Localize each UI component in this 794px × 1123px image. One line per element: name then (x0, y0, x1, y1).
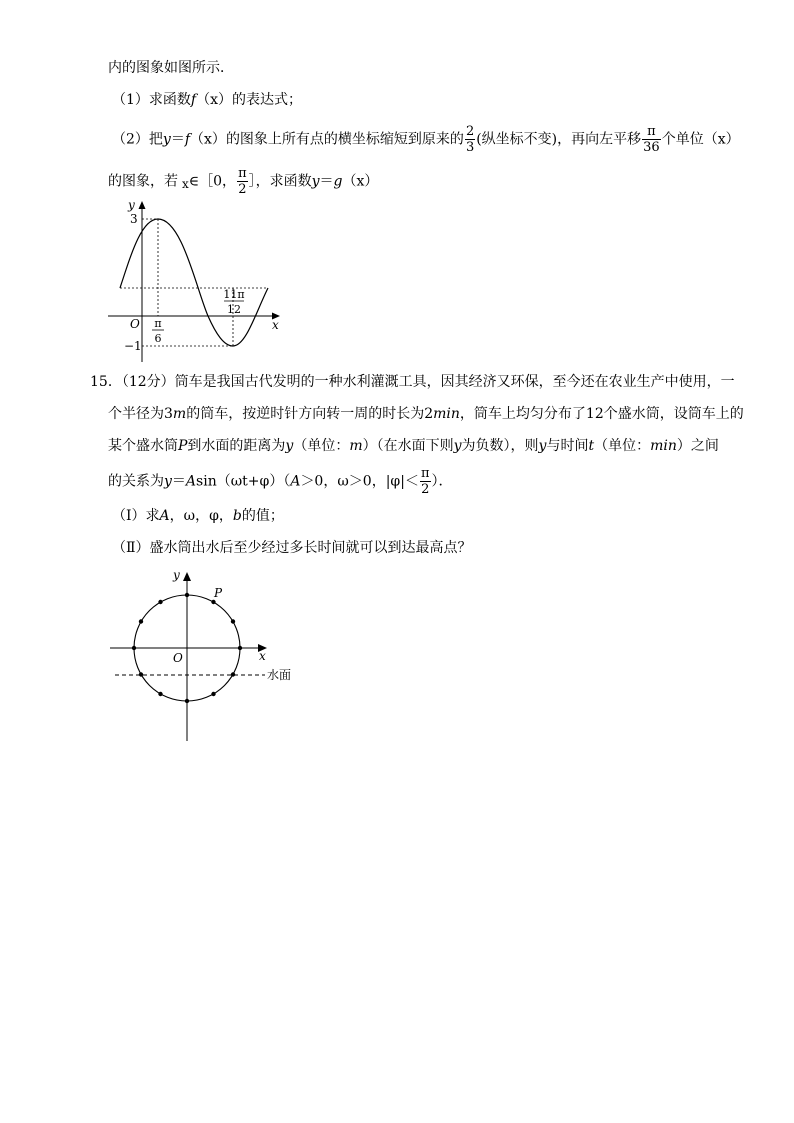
q15-l3-y3: y (538, 438, 547, 454)
bucket (139, 619, 143, 623)
q15-s1-b: b (232, 508, 242, 524)
l2-close: ］，求函数 (248, 173, 312, 190)
q15-l4c: ＞0， (300, 473, 338, 490)
wheel-origin-label: O (173, 651, 183, 665)
q15-l3-m: m (349, 438, 363, 454)
tick-den: 6 (154, 332, 162, 345)
q15-l3a: 某个盛水筒 (108, 438, 178, 454)
q14-part2-f: f (184, 131, 191, 148)
q15-l4b: ）（ (269, 473, 291, 490)
l2-y: y (311, 173, 320, 190)
q15-l3g: （单位： (594, 438, 651, 454)
q15-l4d: ＞0， (348, 473, 386, 490)
q15-l2d: 个盛水筒，设筒车上的 (603, 406, 744, 422)
water-wheel-figure (105, 564, 305, 744)
water-surface-label: 水面 (267, 668, 292, 682)
q15-l2-t: 2 (424, 406, 434, 422)
q15-line4 (108, 466, 453, 497)
l2-eq: ＝ (319, 173, 334, 190)
q15-s1d: ， (218, 508, 233, 524)
point-den: 12 (227, 303, 241, 316)
q15-l2-min: min (433, 406, 460, 422)
q14-part2-y: y (162, 131, 171, 148)
q14-part1-suffix: 的表达式； (232, 92, 303, 108)
q15-l3-t: t (588, 438, 595, 454)
q14-part2-tail: 个单位（x） (661, 131, 740, 148)
q15-l4-A: A (185, 473, 197, 490)
q14-part2-eq: ＝ (170, 131, 185, 148)
q15-l4-sin: sin（ (196, 473, 231, 490)
y-axis-arrow (139, 201, 146, 209)
l2-frac (237, 166, 248, 197)
origin-label: O (130, 317, 140, 331)
q15-l3-P: P (178, 438, 188, 454)
point-num: 11π (223, 288, 245, 301)
q14-part2-mid: 的图象上所有点的横坐标缩短到原来的 (225, 131, 464, 148)
q15-l3-min: min (650, 438, 677, 454)
q15-l4-phi: |φ|＜ (385, 473, 419, 490)
q15-line2 (108, 404, 744, 424)
q15-line3 (108, 436, 719, 456)
frac2-num: π (647, 124, 656, 139)
tick-num: π (154, 317, 162, 330)
l2-x: x (182, 176, 189, 191)
frac2-den: 36 (643, 140, 660, 155)
q15-s1c: ， (195, 508, 210, 524)
q15-l2-r: 3 (164, 406, 173, 422)
bucket (132, 646, 136, 650)
bucket (139, 672, 143, 676)
q15-l4-frac-num: π (420, 466, 430, 481)
bucket (211, 600, 215, 604)
q15-number: 15．（12分） (90, 374, 175, 390)
l2-g: g (333, 173, 343, 190)
q15-s1b: ， (169, 508, 184, 524)
q15-l2-m: m (172, 406, 187, 422)
frac1-den: 3 (465, 140, 475, 155)
bucket (231, 619, 235, 623)
q15-l3d: ）（在水面下则 (362, 438, 454, 454)
q14-part2-after: (纵坐标不变)，再向左平移 (476, 131, 642, 148)
wheel-y-label: y (173, 568, 180, 582)
q15-l4a: 的关系为 (108, 473, 164, 490)
q15-l3h: ）之间 (676, 438, 719, 454)
l2-frac-den: 2 (238, 182, 247, 197)
q14-part1-f: f (190, 92, 197, 108)
l2-frac-num: π (238, 166, 247, 181)
q15-l3b: 到水面的距离为 (187, 438, 286, 454)
q15-l2b: 的筒车，按逆时针方向转一周的时长为 (186, 406, 425, 422)
q15-sub2 (112, 538, 472, 558)
q14-part1-x: （x） (196, 92, 233, 108)
bucket (158, 692, 162, 696)
q15-l4e: ）． (431, 473, 453, 490)
q14-part2-frac1 (465, 124, 475, 155)
q15-l2a: 个半径为 (108, 406, 164, 422)
l2-xparen: （x） (342, 173, 379, 190)
q15-sub1 (112, 506, 284, 526)
q15-l3c: （单位： (293, 438, 350, 454)
point-P-label: P (214, 586, 223, 600)
q15-l4-wt: ωt+φ (230, 473, 270, 490)
q15-s1-A: A (159, 508, 170, 524)
q15-sub2-text: （Ⅱ）盛水筒出水后至少经过多长时间就可以到达最高点？ (112, 540, 472, 556)
q14-part2-prefix: （2）把 (112, 131, 163, 148)
q15-l4-A2: A (290, 473, 301, 490)
q15-l4-eq: ＝ (171, 473, 186, 490)
q14-part1 (112, 90, 302, 110)
q15-s1a: （Ⅰ）求 (112, 508, 160, 524)
q15-s1e: 的值； (241, 508, 284, 524)
q15-l3-y: y (285, 438, 294, 454)
bucket (238, 646, 242, 650)
l2-in: ∈［0， (188, 173, 237, 190)
bucket (158, 600, 162, 604)
bucket (211, 692, 215, 696)
y-max-label: 3 (130, 212, 138, 226)
q14-intro (108, 58, 234, 78)
q15-l3-y2: y (453, 438, 462, 454)
q15-l2-n: 12 (585, 406, 604, 422)
sine-graph (100, 196, 290, 364)
frac1-num: 2 (465, 124, 475, 139)
q15-s1-w: ω (183, 508, 196, 524)
y-axis-label: y (128, 198, 135, 212)
q14-part2 (112, 124, 740, 155)
q15-l4-frac (420, 466, 431, 497)
q15-line1-text: 筒车是我国古代发明的一种水利灌溉工具，因其经济又环保，至今还在农业生产中使用，一 (174, 374, 735, 390)
bucket (185, 593, 189, 597)
q14-part2-line2 (108, 166, 378, 197)
q15-l2c: ，筒车上均匀分布了 (459, 406, 586, 422)
q15-line1 (90, 372, 735, 392)
l2-text1: 的图象，若 (108, 173, 178, 190)
q15-l3e: 为负数），则 (461, 438, 539, 454)
q15-l3f: 与时间 (546, 438, 589, 454)
bucket (185, 699, 189, 703)
y-min-label: −1 (124, 339, 142, 353)
q14-intro-text: 内的图象如图所示． (108, 60, 234, 76)
q15-l4-frac-den: 2 (421, 482, 430, 497)
bucket (231, 672, 235, 676)
wheel-x-label: x (259, 649, 266, 663)
wheel-y-arrow (183, 572, 191, 581)
x-axis-label: x (272, 318, 279, 332)
q14-part2-frac2 (642, 124, 661, 155)
q15-l4-y: y (164, 473, 172, 490)
q14-part2-x: （x） (190, 131, 226, 148)
q15-l4-w: ω (337, 473, 349, 490)
q14-part1-prefix: （1）求函数 (112, 92, 191, 108)
q15-s1-phi: φ (209, 508, 219, 524)
